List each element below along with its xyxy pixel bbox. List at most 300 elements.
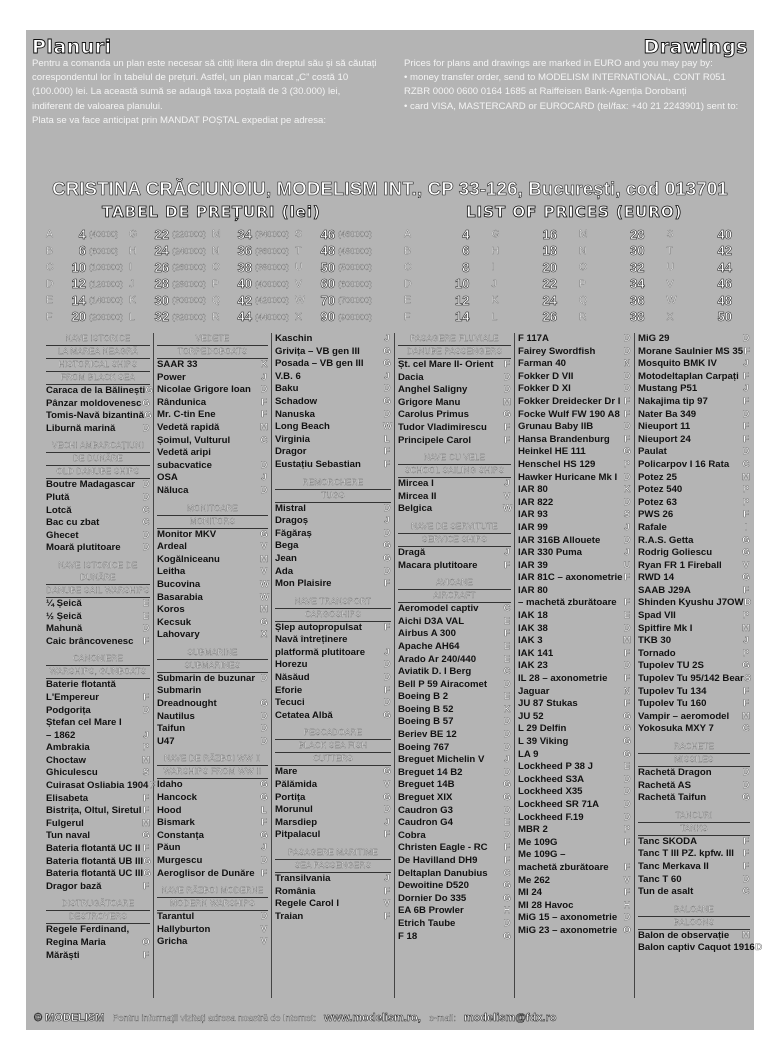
- catalog-item[interactable]: [157, 592, 268, 605]
- catalog-item[interactable]: [398, 779, 511, 792]
- catalog-item[interactable]: [518, 875, 631, 888]
- catalog-item[interactable]: [157, 485, 268, 498]
- price-euro-value: 36: [630, 292, 645, 308]
- catalog-item[interactable]: [398, 397, 511, 410]
- catalog-item[interactable]: [275, 371, 391, 384]
- catalog-item[interactable]: [638, 333, 750, 346]
- catalog-item[interactable]: [157, 566, 268, 579]
- catalog-item[interactable]: [518, 635, 631, 648]
- catalog-item[interactable]: [157, 617, 268, 630]
- item-price-code: G: [383, 358, 391, 370]
- price-euro-value: 20: [542, 259, 557, 275]
- item-name: F 18: [398, 930, 418, 942]
- catalog-item[interactable]: [46, 530, 150, 543]
- catalog-item[interactable]: [275, 647, 391, 660]
- catalog-item[interactable]: [638, 472, 750, 485]
- catalog-item[interactable]: [518, 484, 631, 497]
- item-price-code: F: [384, 446, 390, 458]
- catalog-item[interactable]: [518, 421, 631, 434]
- catalog-item[interactable]: [157, 779, 268, 792]
- catalog-item[interactable]: [157, 372, 268, 385]
- catalog-item[interactable]: [46, 705, 150, 718]
- catalog-item[interactable]: [638, 610, 750, 623]
- catalog-item[interactable]: [46, 830, 150, 843]
- item-price-code: E: [142, 610, 150, 622]
- catalog-item[interactable]: [46, 505, 150, 518]
- price-letter: D: [46, 277, 54, 290]
- catalog-item[interactable]: [518, 711, 631, 724]
- catalog-item[interactable]: [275, 672, 391, 685]
- catalog-item[interactable]: [398, 855, 511, 868]
- catalog-item[interactable]: [398, 905, 511, 918]
- catalog-item[interactable]: [46, 692, 150, 705]
- item-name: Balon de observație: [638, 929, 730, 941]
- catalog-item[interactable]: [398, 792, 511, 805]
- price-euro-value: 46: [717, 276, 732, 292]
- catalog-item[interactable]: [157, 792, 268, 805]
- catalog-item[interactable]: [46, 730, 150, 743]
- catalog-item[interactable]: [518, 799, 631, 812]
- catalog-item[interactable]: [275, 446, 391, 459]
- catalog-item[interactable]: [518, 673, 631, 686]
- catalog-item[interactable]: [275, 829, 391, 842]
- item-price-code: G: [383, 552, 391, 564]
- catalog-item[interactable]: [275, 566, 391, 579]
- catalog-item[interactable]: [157, 384, 268, 397]
- catalog-item[interactable]: [398, 503, 511, 516]
- catalog-item[interactable]: [398, 372, 511, 385]
- catalog-item[interactable]: [518, 610, 631, 623]
- planuri-title: Planuri: [32, 36, 112, 58]
- catalog-item[interactable]: [638, 792, 750, 805]
- catalog-item[interactable]: [275, 528, 391, 541]
- item-price-code: L: [384, 433, 390, 445]
- catalog-item[interactable]: [638, 585, 750, 598]
- catalog-item[interactable]: [518, 560, 631, 573]
- catalog-item[interactable]: [157, 936, 268, 949]
- catalog-item[interactable]: [275, 766, 391, 779]
- item-price-code: D: [503, 384, 511, 396]
- catalog-item[interactable]: [638, 623, 750, 636]
- catalog-item[interactable]: [518, 749, 631, 762]
- catalog-item[interactable]: [398, 679, 511, 692]
- catalog-item[interactable]: [398, 422, 511, 435]
- catalog-item[interactable]: [157, 830, 268, 843]
- catalog-item[interactable]: [275, 503, 391, 516]
- catalog-item[interactable]: [157, 409, 268, 422]
- catalog-item[interactable]: [638, 346, 750, 359]
- item-name: Lockheed X35: [518, 786, 583, 798]
- catalog-item[interactable]: [518, 358, 631, 371]
- catalog-item[interactable]: [157, 579, 268, 592]
- catalog-item[interactable]: [157, 698, 268, 711]
- catalog-item[interactable]: [157, 359, 268, 372]
- item-price-code: U: [623, 559, 631, 571]
- catalog-item[interactable]: [638, 446, 750, 459]
- catalog-item[interactable]: [46, 517, 150, 530]
- catalog-item[interactable]: [398, 384, 511, 397]
- catalog-item[interactable]: [46, 410, 150, 423]
- catalog-item[interactable]: [518, 648, 631, 661]
- catalog-item[interactable]: [275, 886, 391, 899]
- item-name: Murgescu: [157, 855, 203, 866]
- catalog-item[interactable]: [638, 522, 750, 535]
- catalog-item[interactable]: [518, 723, 631, 736]
- catalog-item[interactable]: [638, 861, 750, 874]
- catalog-item[interactable]: [275, 553, 391, 566]
- catalog-item[interactable]: [398, 931, 511, 944]
- catalog-item[interactable]: [157, 447, 268, 460]
- catalog-item[interactable]: [157, 842, 268, 855]
- catalog-item[interactable]: [46, 950, 150, 963]
- catalog-item[interactable]: [398, 409, 511, 422]
- catalog-item[interactable]: [638, 723, 750, 736]
- catalog-item[interactable]: [518, 346, 631, 359]
- catalog-item[interactable]: [398, 918, 511, 931]
- catalog-item[interactable]: [398, 830, 511, 843]
- catalog-item[interactable]: [275, 911, 391, 924]
- catalog-item[interactable]: [275, 578, 391, 591]
- catalog-item[interactable]: [275, 804, 391, 817]
- catalog-item[interactable]: [275, 383, 391, 396]
- catalog-item[interactable]: [638, 698, 750, 711]
- catalog-item[interactable]: [398, 560, 511, 573]
- catalog-item[interactable]: [275, 421, 391, 434]
- catalog-item[interactable]: [398, 754, 511, 767]
- catalog-item[interactable]: [46, 881, 150, 894]
- item-price-code: P: [623, 824, 631, 836]
- item-name: Principele Carol: [398, 434, 472, 446]
- catalog-item[interactable]: [157, 541, 268, 554]
- catalog-item[interactable]: [46, 423, 150, 436]
- catalog-item[interactable]: [518, 837, 631, 850]
- item-name: Bateria flotantă UB III: [46, 855, 144, 867]
- catalog-item[interactable]: [398, 716, 511, 729]
- catalog-item[interactable]: [46, 767, 150, 780]
- catalog-item[interactable]: [46, 924, 150, 937]
- catalog-item[interactable]: [518, 497, 631, 510]
- catalog-item[interactable]: [46, 843, 150, 856]
- catalog-item[interactable]: [275, 817, 391, 830]
- item-price-code: J: [743, 635, 749, 647]
- price-euro-value: 32: [630, 259, 645, 275]
- catalog-item[interactable]: [518, 396, 631, 409]
- catalog-item[interactable]: [275, 346, 391, 359]
- catalog-item[interactable]: [398, 666, 511, 679]
- catalog-item[interactable]: [157, 629, 268, 642]
- catalog-item[interactable]: [275, 409, 391, 422]
- item-name: Navă întreținere: [275, 634, 348, 646]
- catalog-item[interactable]: [398, 880, 511, 893]
- catalog-item[interactable]: [46, 937, 150, 950]
- catalog-item[interactable]: [518, 472, 631, 485]
- item-name: Me 262: [518, 874, 550, 886]
- catalog-item[interactable]: [398, 767, 511, 780]
- item-price-code: V: [260, 936, 268, 948]
- price-old-value: (260000): [172, 262, 207, 273]
- catalog-item[interactable]: [638, 711, 750, 724]
- item-price-code: D: [383, 565, 391, 577]
- catalog-item[interactable]: [638, 930, 750, 943]
- catalog-item[interactable]: [518, 585, 631, 598]
- catalog-item[interactable]: [398, 729, 511, 742]
- catalog-item[interactable]: [638, 535, 750, 548]
- item-name: Long Beach: [275, 421, 330, 433]
- catalog-item[interactable]: [518, 900, 631, 913]
- catalog-item[interactable]: [275, 540, 391, 553]
- footer-website-link[interactable]: www.modelism.ro,: [324, 1012, 421, 1024]
- catalog-item[interactable]: [157, 711, 268, 724]
- catalog-item[interactable]: [398, 435, 511, 448]
- catalog-item[interactable]: [157, 817, 268, 830]
- catalog-item[interactable]: [46, 542, 150, 555]
- catalog-item[interactable]: [518, 698, 631, 711]
- catalog-item[interactable]: [157, 855, 268, 868]
- catalog-item[interactable]: [638, 836, 750, 849]
- catalog-item[interactable]: [275, 779, 391, 792]
- item-price-code: V: [260, 566, 268, 578]
- catalog-item[interactable]: [638, 509, 750, 522]
- catalog-item[interactable]: [157, 924, 268, 937]
- item-price-code: F: [504, 842, 510, 854]
- catalog-item[interactable]: [275, 710, 391, 723]
- catalog-item[interactable]: [46, 868, 150, 881]
- catalog-item[interactable]: [638, 886, 750, 899]
- catalog-item[interactable]: [46, 717, 150, 730]
- catalog-item[interactable]: [398, 547, 511, 560]
- catalog-item[interactable]: [638, 484, 750, 497]
- catalog-item[interactable]: [638, 358, 750, 371]
- catalog-item[interactable]: [157, 397, 268, 410]
- catalog-item[interactable]: [398, 616, 511, 629]
- catalog-item[interactable]: [275, 515, 391, 528]
- catalog-item[interactable]: [46, 818, 150, 831]
- price-euro-value: 40: [717, 226, 732, 242]
- item-name: Vampir – aeromodel: [638, 710, 730, 722]
- catalog-item[interactable]: [157, 911, 268, 924]
- catalog-item[interactable]: [157, 736, 268, 749]
- section-heading-line: WARSHIPS FROM WW II: [157, 766, 268, 779]
- item-price-code: D: [503, 804, 511, 816]
- catalog-item[interactable]: [46, 856, 150, 869]
- price-value: 34: [237, 226, 252, 242]
- catalog-item[interactable]: [275, 898, 391, 911]
- catalog-item[interactable]: [638, 874, 750, 887]
- catalog-item[interactable]: [46, 598, 150, 611]
- catalog-item[interactable]: [398, 868, 511, 881]
- price-row: [404, 243, 754, 260]
- catalog-item[interactable]: [275, 434, 391, 447]
- catalog-item[interactable]: [275, 396, 391, 409]
- catalog-item[interactable]: [638, 572, 750, 585]
- catalog-item[interactable]: [46, 679, 150, 692]
- catalog-item[interactable]: [518, 849, 631, 862]
- section-heading-line: NAVE DE SERVITUTE: [398, 521, 511, 534]
- catalog-item[interactable]: [157, 673, 268, 686]
- section-heading: [157, 647, 268, 673]
- catalog-item[interactable]: [398, 691, 511, 704]
- catalog-item[interactable]: [518, 623, 631, 636]
- catalog-item[interactable]: [275, 358, 391, 371]
- catalog-item[interactable]: [638, 547, 750, 560]
- section-heading-line: PASAGERE FLUVIALE: [398, 333, 511, 346]
- catalog-item[interactable]: [398, 359, 511, 372]
- catalog-item[interactable]: [518, 371, 631, 384]
- catalog-item[interactable]: [46, 793, 150, 806]
- catalog-item[interactable]: [638, 648, 750, 661]
- catalog-item[interactable]: [518, 761, 631, 774]
- item-name: Deltaplan Danubius: [398, 867, 488, 879]
- catalog-item[interactable]: [157, 460, 268, 473]
- price-value: 42: [237, 292, 252, 308]
- catalog-item[interactable]: [275, 685, 391, 698]
- catalog-item[interactable]: [46, 479, 150, 492]
- catalog-item[interactable]: [398, 628, 511, 641]
- item-name: – 1862: [46, 729, 76, 741]
- catalog-item[interactable]: [157, 604, 268, 617]
- catalog-item[interactable]: [518, 434, 631, 447]
- catalog-item[interactable]: [638, 396, 750, 409]
- catalog-item[interactable]: [398, 817, 511, 830]
- catalog-item[interactable]: [157, 685, 268, 698]
- catalog-item[interactable]: [518, 862, 631, 875]
- catalog-item[interactable]: [157, 723, 268, 736]
- catalog-item[interactable]: [157, 435, 268, 448]
- item-price-code: W: [383, 421, 393, 433]
- price-letter: X: [666, 310, 674, 323]
- catalog-item[interactable]: [518, 736, 631, 749]
- catalog-item[interactable]: [398, 842, 511, 855]
- item-price-code: F: [743, 509, 749, 521]
- catalog-item[interactable]: [275, 634, 391, 647]
- item-name: Boeing B 57: [398, 716, 454, 728]
- item-price-code: G: [383, 395, 391, 407]
- catalog-item[interactable]: [638, 459, 750, 472]
- catalog-item[interactable]: [398, 641, 511, 654]
- catalog-item[interactable]: [46, 611, 150, 624]
- catalog-item[interactable]: [518, 812, 631, 825]
- catalog-item[interactable]: [518, 925, 631, 938]
- item-name: Mosquito BMK IV: [638, 358, 717, 370]
- item-price-code: W: [503, 503, 513, 515]
- catalog-item[interactable]: [275, 873, 391, 886]
- catalog-item[interactable]: [518, 774, 631, 787]
- catalog-item[interactable]: [638, 434, 750, 447]
- catalog-item[interactable]: [638, 767, 750, 780]
- catalog-item[interactable]: [157, 554, 268, 567]
- catalog-item[interactable]: [638, 560, 750, 573]
- catalog-item[interactable]: [518, 446, 631, 459]
- catalog-item[interactable]: [46, 755, 150, 768]
- catalog-item[interactable]: [518, 912, 631, 925]
- catalog-item[interactable]: [398, 603, 511, 616]
- catalog-item[interactable]: [638, 686, 750, 699]
- catalog-item[interactable]: [638, 660, 750, 673]
- catalog-item[interactable]: [518, 383, 631, 396]
- catalog-item[interactable]: [275, 459, 391, 472]
- catalog-item[interactable]: [157, 805, 268, 818]
- price-euro-value: 14: [455, 309, 470, 325]
- catalog-item[interactable]: [638, 597, 750, 610]
- catalog-item[interactable]: [518, 522, 631, 535]
- catalog-item[interactable]: [157, 422, 268, 435]
- column-divider: [514, 333, 515, 998]
- catalog-item[interactable]: [518, 333, 631, 346]
- item-name: Caic brâncovenesc: [46, 635, 134, 647]
- catalog-item[interactable]: [46, 385, 153, 398]
- catalog-item[interactable]: [638, 421, 750, 434]
- catalog-item[interactable]: [46, 623, 150, 636]
- catalog-item[interactable]: [398, 742, 511, 755]
- catalog-item[interactable]: [46, 492, 150, 505]
- catalog-item[interactable]: [518, 686, 631, 699]
- catalog-item[interactable]: [518, 786, 631, 799]
- catalog-item[interactable]: [46, 636, 150, 649]
- catalog-item[interactable]: [398, 704, 511, 717]
- catalog-item[interactable]: [518, 660, 631, 673]
- catalog-item[interactable]: [518, 509, 631, 522]
- catalog-item[interactable]: [398, 478, 511, 491]
- footer-email-link[interactable]: modelism@fdx.ro: [463, 1012, 557, 1024]
- catalog-item[interactable]: [275, 333, 391, 346]
- price-euro-value: 34: [630, 276, 645, 292]
- catalog-item[interactable]: [518, 547, 631, 560]
- catalog-item[interactable]: [398, 654, 511, 667]
- catalog-item[interactable]: [638, 942, 763, 955]
- catalog-item[interactable]: [157, 529, 268, 542]
- catalog-item[interactable]: [275, 697, 391, 710]
- item-price-code: V: [503, 490, 511, 502]
- catalog-item[interactable]: [275, 622, 391, 635]
- catalog-item[interactable]: [638, 409, 750, 422]
- catalog-item[interactable]: [518, 459, 631, 472]
- catalog-item[interactable]: [518, 887, 631, 900]
- catalog-item[interactable]: [275, 792, 391, 805]
- item-name: IAR 330 Puma: [518, 547, 582, 559]
- catalog-item[interactable]: [46, 780, 156, 793]
- catalog-item[interactable]: [638, 383, 750, 396]
- item-name: Șlep autopropulsat: [275, 621, 362, 633]
- catalog-item[interactable]: [46, 805, 150, 818]
- catalog-item[interactable]: [638, 371, 750, 384]
- catalog-item[interactable]: [157, 472, 268, 485]
- catalog-item[interactable]: [398, 805, 511, 818]
- catalog-item[interactable]: [46, 398, 150, 411]
- catalog-item[interactable]: [638, 497, 750, 510]
- catalog-item[interactable]: [398, 491, 511, 504]
- catalog-item[interactable]: [638, 780, 750, 793]
- catalog-item[interactable]: [275, 659, 391, 672]
- catalog-item[interactable]: [398, 893, 511, 906]
- item-price-code: M: [742, 622, 750, 634]
- item-name: Boutre Madagascar: [46, 479, 136, 491]
- item-name: Caudron G3: [398, 804, 453, 816]
- catalog-item[interactable]: [157, 868, 268, 881]
- catalog-item[interactable]: [638, 635, 750, 648]
- catalog-item[interactable]: [518, 824, 631, 837]
- item-name: Caraca de la Bălinești: [46, 385, 146, 396]
- catalog-item[interactable]: [518, 572, 631, 585]
- item-name: TKB 30: [638, 635, 672, 647]
- catalog-item[interactable]: [518, 597, 631, 610]
- item-price-code: F: [624, 698, 630, 710]
- catalog-item[interactable]: [638, 673, 750, 686]
- price-letter: S: [666, 228, 674, 241]
- catalog-item[interactable]: [46, 742, 150, 755]
- catalog-item[interactable]: [518, 535, 631, 548]
- catalog-item[interactable]: [638, 848, 750, 861]
- catalog-item[interactable]: [518, 409, 631, 422]
